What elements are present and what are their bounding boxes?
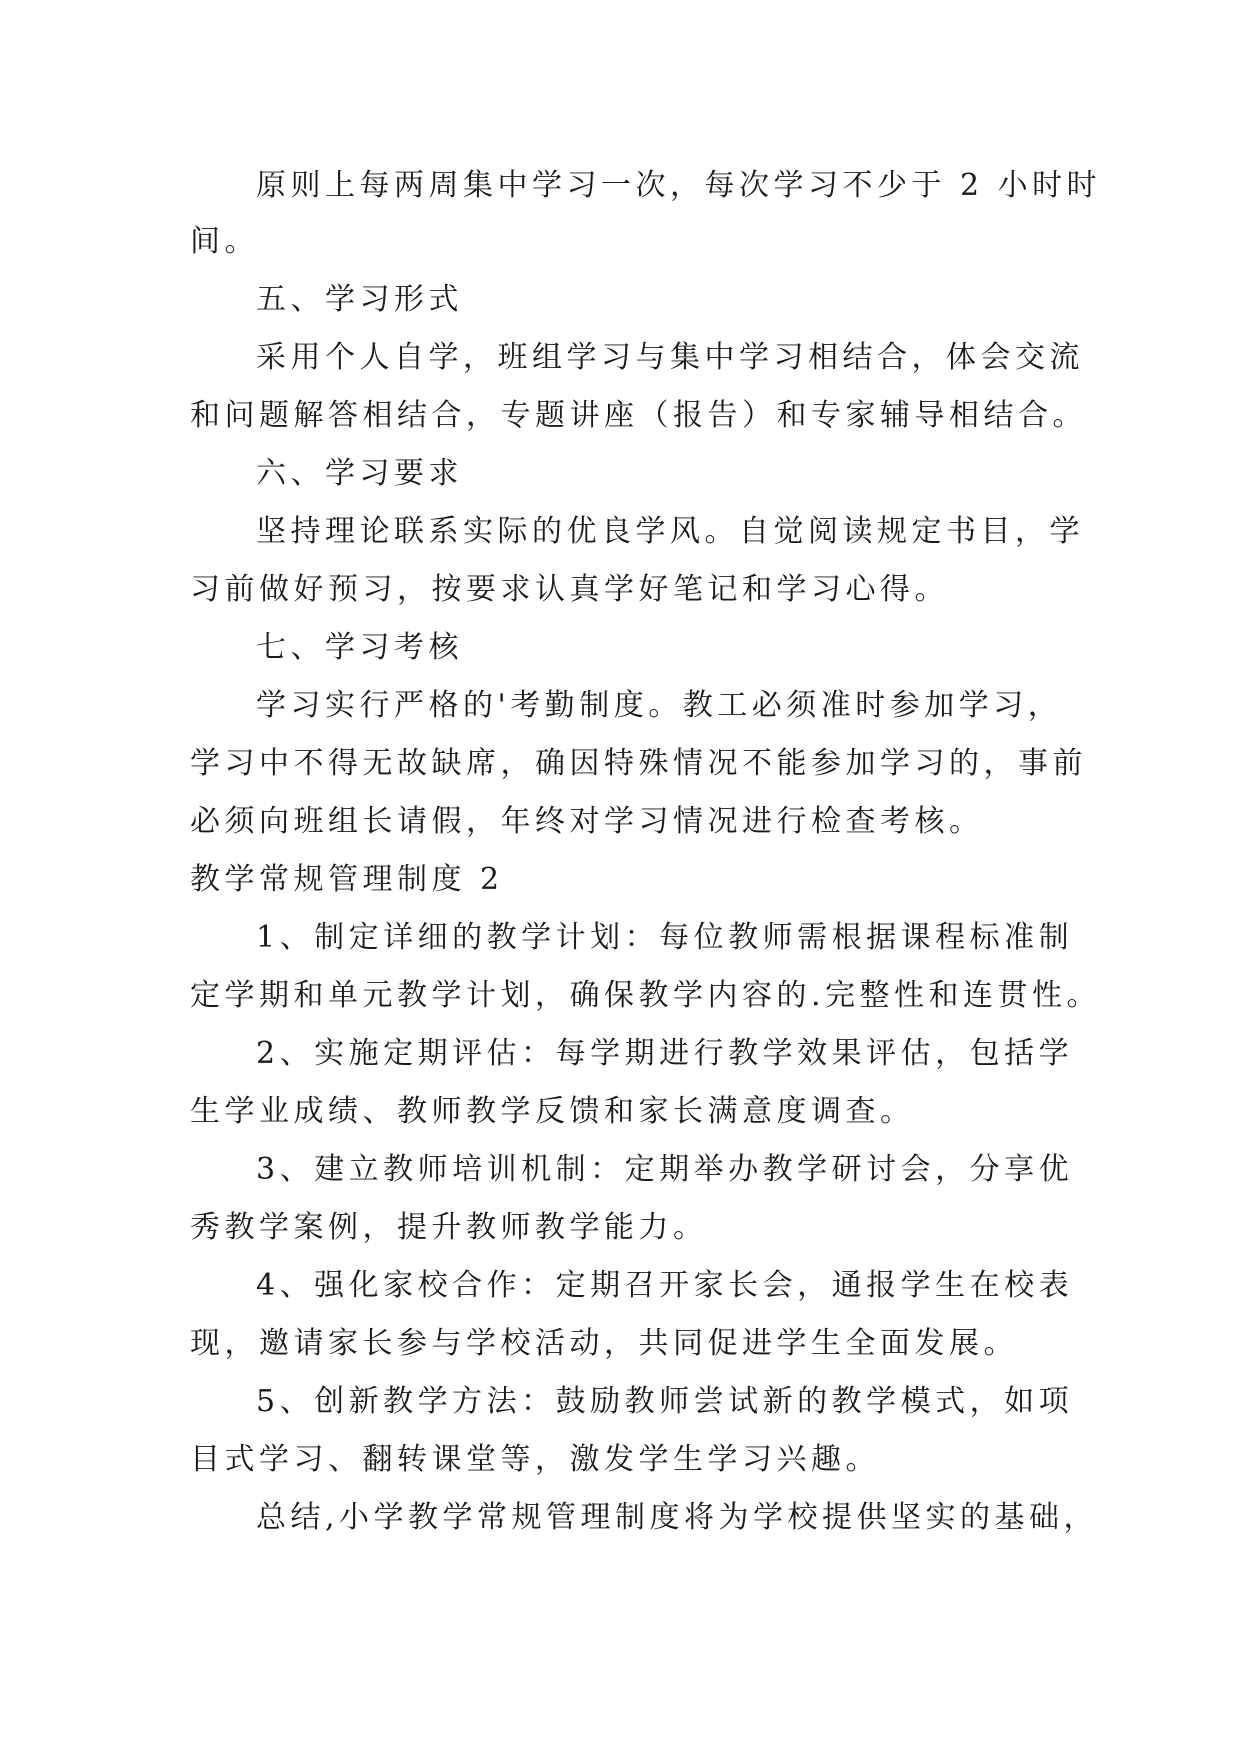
section-heading: 五、学习形式	[256, 282, 463, 317]
list-item-continuation: 现，邀请家长参与学校活动，共同促进学生全面发展。	[190, 1326, 1018, 1361]
list-item: 5、创新教学方法：鼓励教师尝试新的教学模式，如项	[256, 1384, 1074, 1419]
section-heading: 七、学习考核	[256, 630, 463, 665]
paragraph-line: 原则上每两周集中学习一次，每次学习不少于 2 小时时	[256, 168, 1102, 203]
list-item-continuation: 生学业成绩、教师教学反馈和家长满意度调查。	[190, 1094, 915, 1129]
paragraph-line: 习前做好预习，按要求认真学好笔记和学习心得。	[190, 572, 949, 607]
paragraph-line: 学习中不得无故缺席，确因特殊情况不能参加学习的，事前	[190, 746, 1087, 781]
paragraph-line: 间。	[190, 224, 259, 259]
list-item-continuation: 秀教学案例，提升教师教学能力。	[190, 1210, 708, 1245]
paragraph-line: 必须向班组长请假，年终对学习情况进行检查考核。	[190, 804, 984, 839]
summary-line: 总结,小学教学常规管理制度将为学校提供坚实的基础，	[256, 1500, 1099, 1535]
list-item-continuation: 定学期和单元教学计划，确保教学内容的.完整性和连贯性。	[190, 978, 1102, 1013]
paragraph-line: 坚持理论联系实际的优良学风。自觉阅读规定书目，学	[256, 514, 1084, 549]
section-heading: 六、学习要求	[256, 456, 463, 491]
list-item-continuation: 目式学习、翻转课堂等，激发学生学习兴趣。	[190, 1442, 880, 1477]
list-item: 4、强化家校合作：定期召开家长会，通报学生在校表	[256, 1268, 1074, 1303]
list-item: 3、建立教师培训机制：定期举办教学研讨会，分享优	[256, 1152, 1074, 1187]
list-item: 1、制定详细的教学计划：每位教师需根据课程标准制	[256, 920, 1074, 955]
paragraph-line: 学习实行严格的'考勤制度。教工必须准时参加学习，	[256, 688, 1063, 723]
list-item: 2、实施定期评估：每学期进行教学效果评估，包括学	[256, 1036, 1074, 1071]
paragraph-line: 采用个人自学，班组学习与集中学习相结合，体会交流	[256, 340, 1084, 375]
document-title: 教学常规管理制度 2	[190, 862, 504, 897]
paragraph-line: 和问题解答相结合，专题讲座（报告）和专家辅导相结合。	[190, 398, 1087, 433]
